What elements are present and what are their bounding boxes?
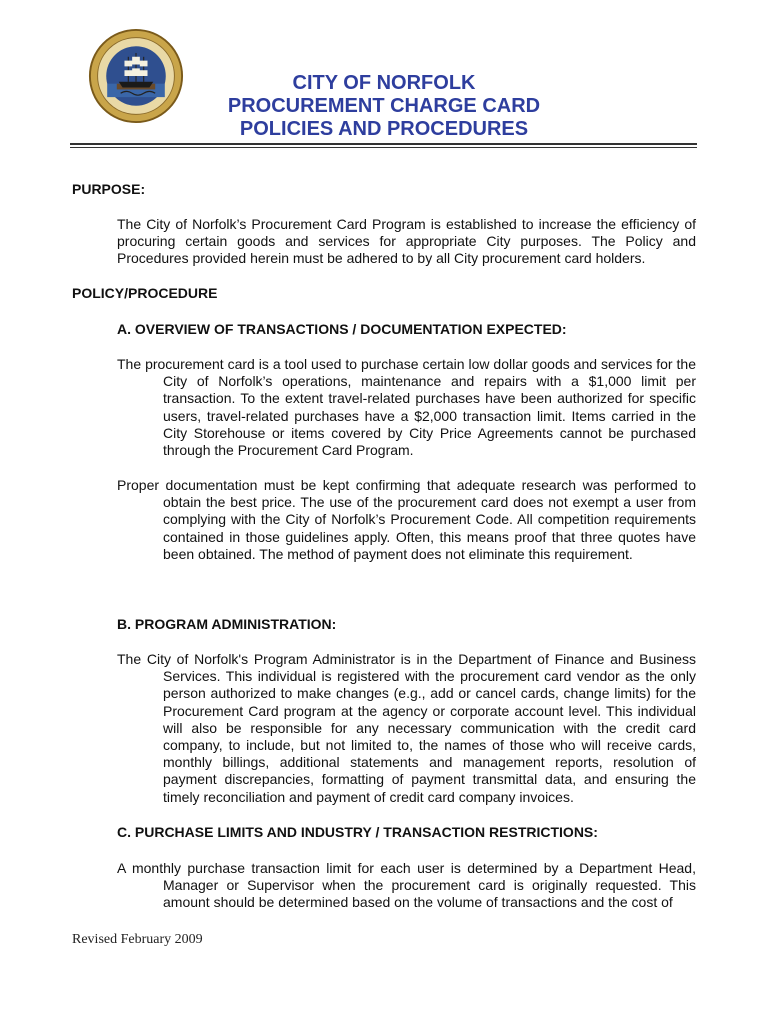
purpose-heading: PURPOSE: [72, 181, 146, 197]
section-b-paragraph: The City of Norfolk's Program Administrator is in the Department of Finance and Business Services. This individual is registered with the procurement card vendor as the only person authorized to make changes (e.g., add or cancel cards, change limits) for the Procurement Card program at the agency or corporate account level. This individual will also be responsible for any necessary communication with the credit card company, to include, but not limited to, the names of those who will receive cards, monthly billings, additional statements and management reports, resolution of payment discrepancies, formatting of payment transmittal data, and ensuring the timely reconciliation and payment of credit card company invoices. [117, 651, 696, 805]
purpose-text: The City of Norfolk’s Procurement Card Program is established to increase the efficiency of procuring certain goods and services for appropriate City purposes. The Policy and Procedures provided herein must be adhered to by all City procurement card holders. [117, 216, 696, 267]
policy-heading: POLICY/PROCEDURE [72, 285, 218, 301]
header-divider [70, 143, 697, 145]
title-line-3: POLICIES AND PROCEDURES [239, 118, 529, 140]
document-title [160, 72, 608, 141]
section-c-paragraph: A monthly purchase transaction limit for each user is determined by a Department Head, Manager or Supervisor when the procurement card is originally requested. This amount should be determined based on the volume of transactions and the cost of [117, 860, 696, 911]
section-b-heading: B. PROGRAM ADMINISTRATION: [117, 616, 337, 632]
section-a-heading: A. OVERVIEW OF TRANSACTIONS / DOCUMENTATION EXPECTED: [117, 321, 567, 337]
title-line-2: PROCUREMENT CHARGE CARD [227, 95, 541, 117]
title-line-1: CITY OF NORFOLK [292, 72, 476, 94]
header-divider-thin [70, 147, 697, 148]
revision-footer: Revised February 2009 [72, 932, 203, 947]
section-c-heading: C. PURCHASE LIMITS AND INDUSTRY / TRANSACTION RESTRICTIONS: [117, 824, 598, 840]
section-a-paragraph-2: Proper documentation must be kept confirming that adequate research was performed to obtain the best price. The use of the procurement card does not exempt a user from complying with the City of Norfolk’s Procurement Code. All competition requirements contained in those guidelines apply. Often, this means proof that three quotes have been obtained. The method of payment does not eliminate this requirement. [117, 477, 696, 562]
section-a-paragraph-1: The procurement card is a tool used to purchase certain low dollar goods and services for the City of Norfolk’s operations, maintenance and repairs with a $1,000 limit per transaction. To the extent travel-related purchases have been authorized for specific users, travel-related purchases have a $2,000 transaction limit. Items carried in the City Storehouse or items covered by City Price Agreements cannot be purchased through the Procurement Card Program. [117, 356, 696, 459]
